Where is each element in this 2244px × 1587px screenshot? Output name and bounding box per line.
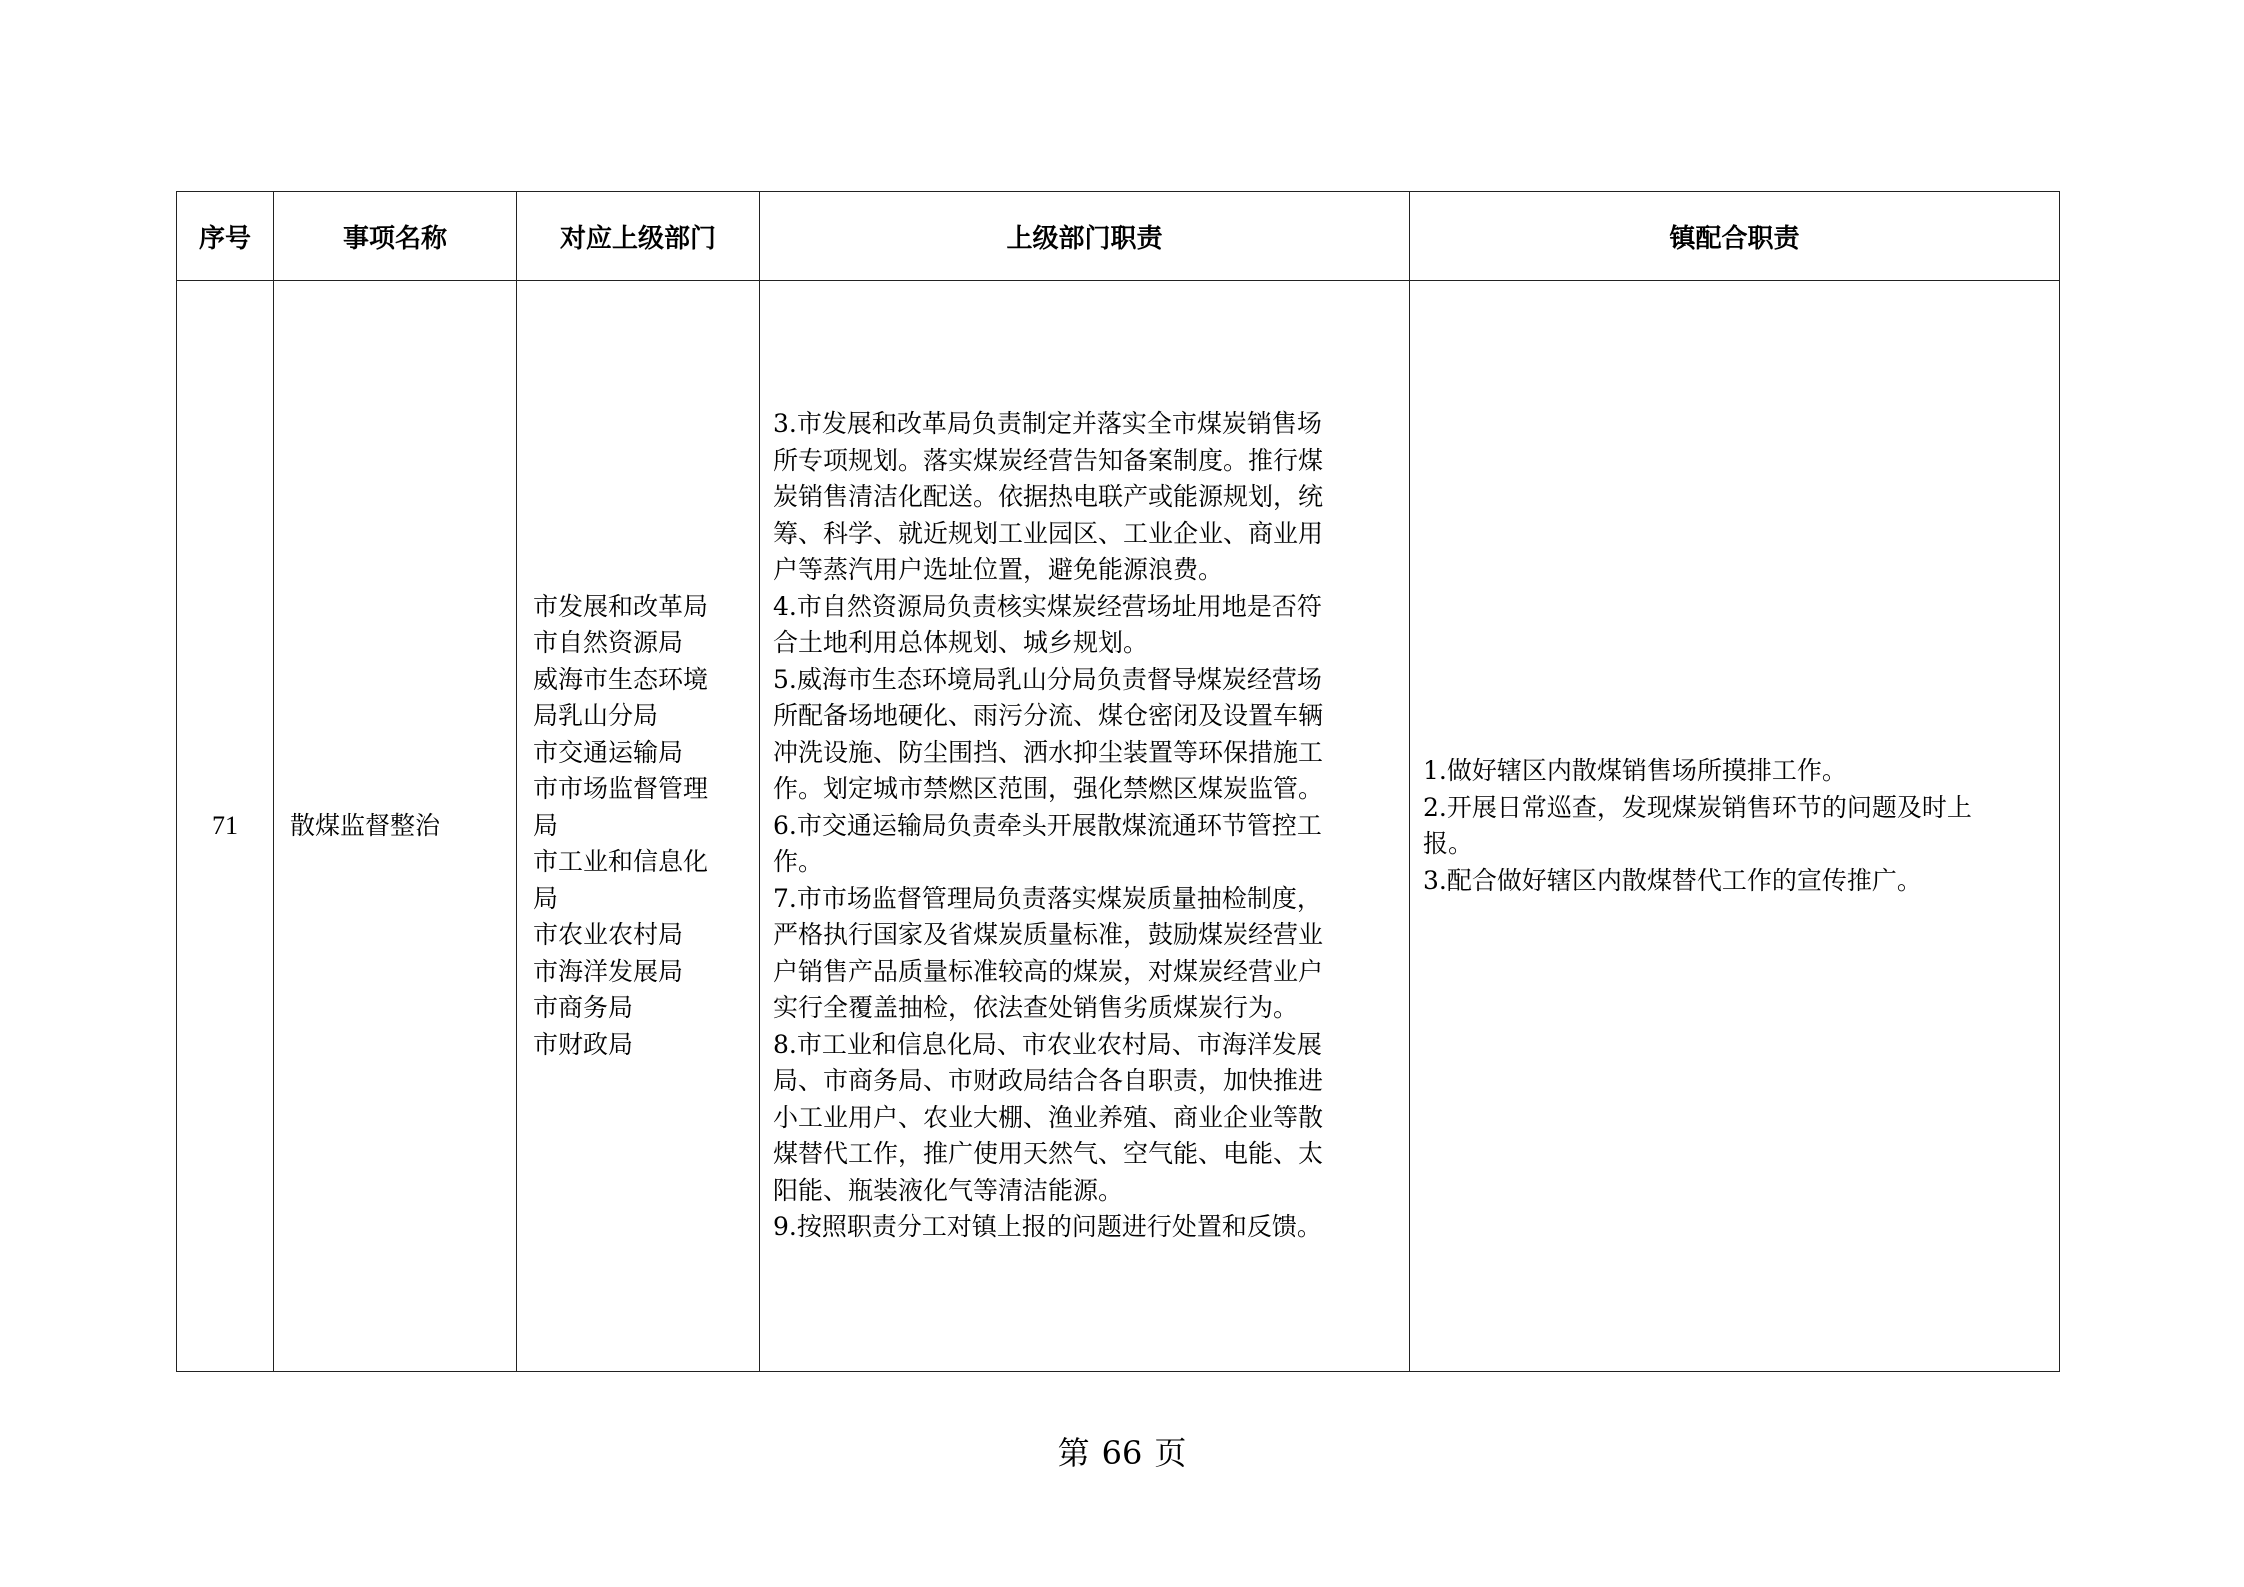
header-seq: 序号 [177,192,274,281]
duty-line: 6.市交通运输局负责牵头开展散煤流通环节管控工 [773,810,1322,840]
duty-line: 户销售产品质量标准较高的煤炭，对煤炭经营业户 [773,956,1324,986]
duty-line: 严格执行国家及省煤炭质量标准，鼓励煤炭经营业 [773,920,1324,950]
duty-line: 5.威海市生态环境局乳山分局负责督导煤炭经营场 [773,664,1322,694]
duty-line: 9.按照职责分工对镇上报的问题进行处置和反馈。 [773,1212,1322,1242]
table-header-row [177,192,2060,281]
department-line: 市自然资源局 [533,628,684,658]
duty-line: 阳能、瓶装液化气等清洁能源。 [773,1175,1124,1205]
cell-town-duties [1410,281,2060,1372]
page-number: 66 [1101,1434,1143,1472]
duty-line: 7.市市场监督管理局负责落实煤炭质量抽检制度， [773,883,1322,913]
department-line: 局 [533,883,559,913]
duty-line: 炭销售清洁化配送。依据热电联产或能源规划，统 [773,482,1324,512]
duty-line: 局、市商务局、市财政局结合各自职责，加快推进 [773,1066,1324,1096]
duty-line: 合土地利用总体规划、城乡规划。 [773,628,1149,658]
duty-line: 4.市自然资源局负责核实煤炭经营场址用地是否符 [773,591,1322,621]
department-line: 市海洋发展局 [533,956,684,986]
header-superior-duties: 上级部门职责 [760,192,1410,281]
town-duty-line: 报。 [1423,829,1474,858]
page-footer [0,1428,2244,1474]
department-line: 市农业农村局 [533,920,684,950]
department-line: 市财政局 [533,1029,634,1059]
town-duty-line: 3.配合做好辖区内散煤替代工作的宣传推广。 [1423,865,1922,895]
duty-line: 筹、科学、就近规划工业园区、工业企业、商业用 [773,518,1324,548]
department-line: 市交通运输局 [533,737,684,767]
page-suffix: 页 [1154,1434,1187,1472]
department-line: 市发展和改革局 [533,591,709,621]
cell-item-name: 散煤监督整治 [274,281,517,1372]
town-duty-line: 1.做好辖区内散煤销售场所摸排工作。 [1423,756,1847,785]
duty-line: 冲洗设施、防尘围挡、洒水抑尘装置等环保措施工 [773,737,1324,767]
department-line: 威海市生态环境 [533,664,709,694]
duty-line: 所配备场地硬化、雨污分流、煤仓密闭及设置车辆 [773,701,1324,731]
header-town-duties: 镇配合职责 [1410,192,2060,281]
duty-line: 作。 [773,847,824,877]
duty-line: 小工业用户、农业大棚、渔业养殖、商业企业等散 [773,1102,1324,1132]
department-line: 局乳山分局 [533,701,659,731]
duty-line: 煤替代工作，推广使用天然气、空气能、电能、太 [773,1139,1324,1169]
department-line: 市市场监督管理 [533,774,709,804]
cell-superior-duties [760,281,1410,1372]
duty-line: 户等蒸汽用户选址位置，避免能源浪费。 [773,555,1224,585]
department-line: 局 [533,810,559,840]
town-duty-line: 2.开展日常巡查，发现煤炭销售环节的问题及时上 [1423,792,1972,822]
department-line: 市工业和信息化 [533,847,709,877]
cell-seq: 71 [177,281,274,1372]
cell-departments [517,281,760,1372]
page-prefix: 第 [1057,1434,1090,1472]
duty-line: 实行全覆盖抽检，依法查处销售劣质煤炭行为。 [773,993,1299,1023]
header-item-name: 事项名称 [274,192,517,281]
duty-line: 所专项规划。落实煤炭经营告知备案制度。推行煤 [773,445,1324,475]
duty-line: 8.市工业和信息化局、市农业农村局、市海洋发展 [773,1029,1322,1059]
duty-line: 3.市发展和改革局负责制定并落实全市煤炭销售场 [773,409,1322,439]
header-superior-department: 对应上级部门 [517,192,760,281]
table-row [177,281,2060,1372]
duty-line: 作。划定城市禁燃区范围，强化禁燃区煤炭监管。 [773,774,1324,804]
department-line: 市商务局 [533,993,634,1023]
duty-table [176,191,2060,1372]
